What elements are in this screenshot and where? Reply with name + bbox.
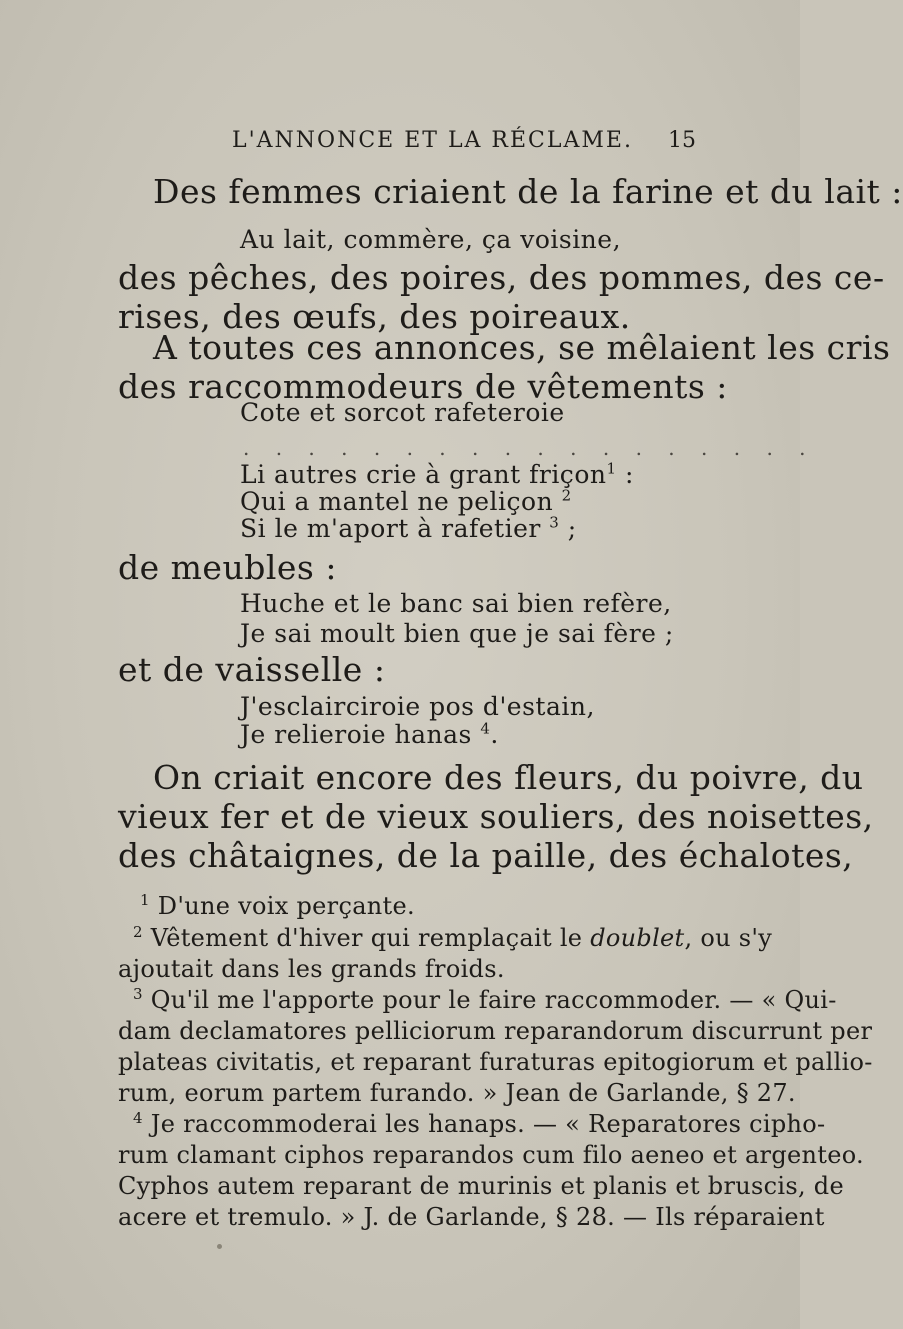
page-number: 15	[668, 128, 696, 153]
paper-speck	[217, 1244, 222, 1249]
verse-line: Huche et le banc sai bien refère,	[240, 589, 672, 618]
footnote-ref: 3	[549, 513, 560, 532]
running-title: L'ANNONCE ET LA RÉCLAME.	[232, 128, 633, 153]
footnote-ref: 1	[606, 459, 617, 478]
prose-line: des raccommodeurs de vêtements :	[118, 367, 728, 406]
verse-line: Je sai moult bien que je sai fère ;	[240, 619, 674, 648]
footnote-marker: 1	[140, 891, 150, 909]
prose-line: Des femmes criaient de la farine et du lait :	[153, 172, 903, 211]
footnote-line: ajoutait dans les grands froids.	[118, 955, 505, 983]
footnote-line: plateas civitatis, et reparant furaturas epitogiorum et pallio-	[118, 1048, 873, 1076]
prose-line: de meubles :	[118, 548, 337, 587]
footnote-line: rum clamant ciphos reparandos cum filo aeneo et argenteo.	[118, 1141, 864, 1169]
verse-line: Cote et sorcot rafeteroie	[240, 398, 565, 427]
footnote-ref: 4	[480, 719, 491, 738]
footnote-line: dam declamatores pelliciorum reparandorum discurrunt per	[118, 1017, 873, 1045]
prose-line: rises, des œufs, des poireaux.	[118, 297, 631, 336]
footnote-line: acere et tremulo. » J. de Garlande, § 28. — Ils réparaient	[118, 1203, 825, 1231]
footnote-line: Cyphos autem reparant de murinis et planis et bruscis, de	[118, 1172, 844, 1200]
prose-line: des châtaignes, de la paille, des échalotes,	[118, 836, 854, 875]
footnote-4: $^4$ Je raccommoderai les hanaps. — « Reparatores cipho-	[133, 1109, 826, 1138]
ellipsis-line: . . . . . . . . . . . . . . . . . .	[243, 436, 816, 460]
footnote-3: $^3$ Qu'il me l'apporte pour le faire raccommoder. — « Qui-	[133, 985, 837, 1014]
footnote-2: $^2$ Vêtement d'hiver qui remplaçait le doublet, ou s'y	[133, 923, 773, 952]
footnote-line: rum, eorum partem furando. » Jean de Garlande, § 27.	[118, 1079, 796, 1107]
prose-line: On criait encore des fleurs, du poivre, du	[153, 758, 864, 797]
prose-line: des pêches, des poires, des pommes, des ce-	[118, 258, 885, 297]
footnote-marker: 4	[133, 1109, 143, 1127]
footnote-marker: 2	[133, 923, 143, 941]
verse-line: J'esclairciroie pos d'estain,	[240, 692, 595, 721]
verse-line: Li autres crie à grant friçon$^1$ :	[240, 459, 634, 489]
prose-line: et de vaisselle :	[118, 650, 386, 689]
verse-line: Je relieroie hanas $^4$.	[240, 719, 499, 749]
prose-line: vieux fer et de vieux souliers, des noisettes,	[118, 797, 874, 836]
footnote-ref: 2	[561, 486, 572, 505]
verse-line: Qui a mantel ne peliçon $^2$	[240, 486, 572, 516]
verse-line: Si le m'aport à rafetier $^3$ ;	[240, 513, 577, 543]
footnote-marker: 3	[133, 985, 143, 1003]
footnote-1: $^1$ D'une voix perçante.	[140, 891, 415, 920]
prose-line: A toutes ces annonces, se mêlaient les cris	[153, 328, 891, 367]
verse-line: Au lait, commère, ça voisine,	[240, 225, 622, 254]
running-header	[232, 128, 696, 153]
